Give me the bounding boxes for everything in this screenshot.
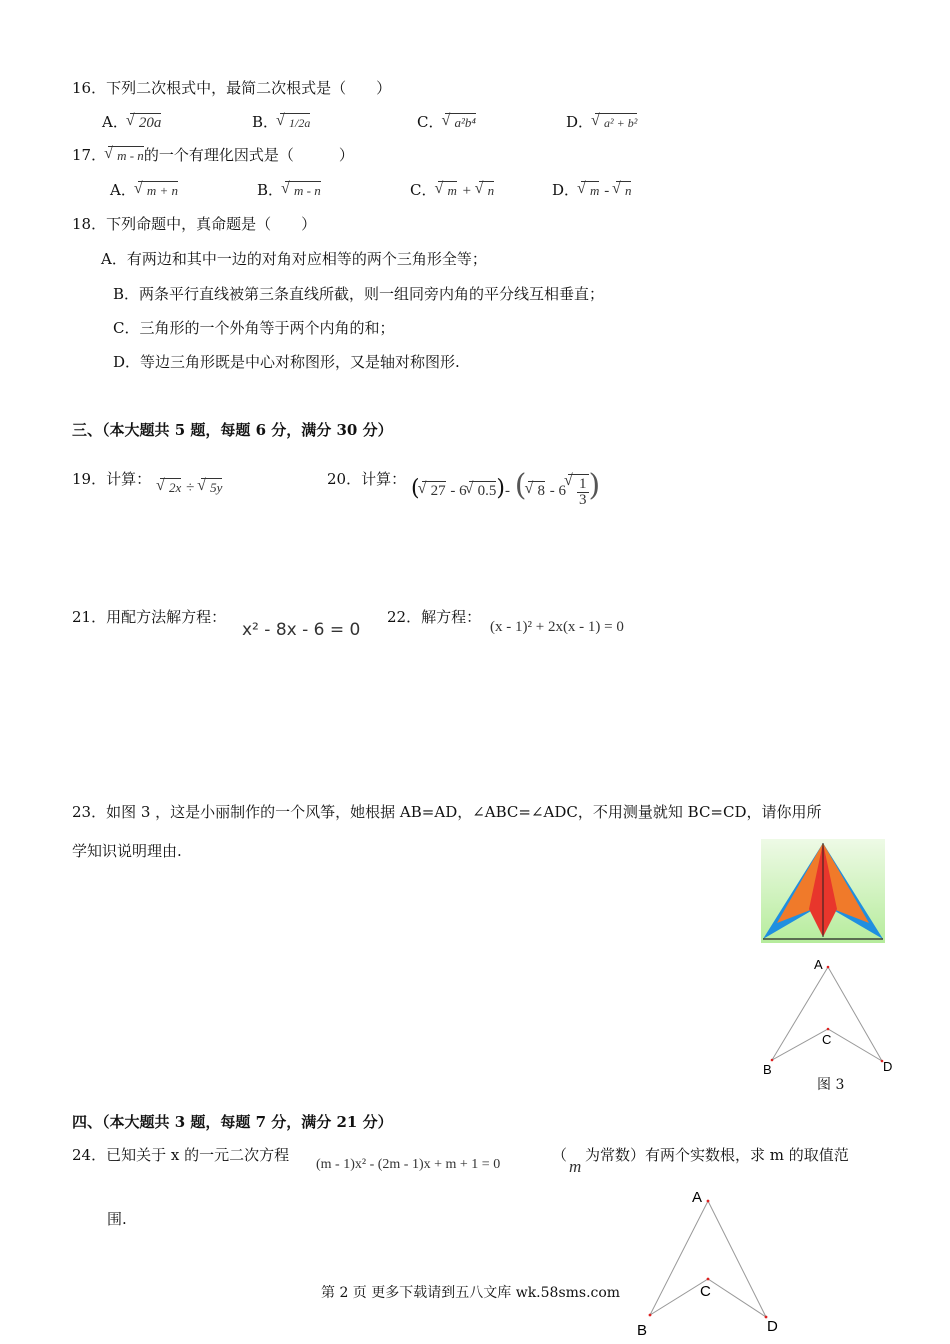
section-3-heading: 三、（本大题共 5 题，每题 6 分，满分 30 分） xyxy=(72,421,393,439)
q17-stem: 17．√ m - n的一个有理化因式是（ ） xyxy=(72,144,354,165)
q16-option-d: D．√ a² + b² xyxy=(566,111,637,132)
q19-stem: 19．计算： xyxy=(72,470,152,488)
point-b-label: B xyxy=(763,1062,772,1077)
q17-option-a: A．√ m + n xyxy=(110,179,178,200)
q17-option-d: D．√ m - √ n xyxy=(552,179,631,200)
q24-paren: （ xyxy=(552,1146,568,1164)
q18-option-b: B．两条平行直线被第三条直线所截，则一组同旁内角的平分线互相垂直； xyxy=(113,285,605,303)
q22-stem: 22．解方程： xyxy=(387,608,482,626)
q18-option-c: C．三角形的一个外角等于两个内角的和； xyxy=(113,319,395,337)
q24-point-b-dot xyxy=(649,1314,652,1317)
point-b-dot xyxy=(771,1059,774,1062)
q16-option-b: B．√ 1/2a xyxy=(252,111,310,132)
q18-stem: 18．下列命题中，真命题是（ ） xyxy=(72,215,317,233)
q20-expression: (√ 27 - 6√ 0.5)- (√ 8 - 6 √ $\frac{1}{3}$ ) xyxy=(411,468,600,508)
q24-point-c-dot xyxy=(707,1278,710,1281)
q24-point-c-label: C xyxy=(700,1283,711,1300)
figure-3-diagram xyxy=(758,955,908,1080)
point-a-dot xyxy=(827,966,830,969)
q24-stem-end: 为常数）有两个实数根，求 m 的取值范 xyxy=(585,1146,849,1164)
q18-option-a: A．有两边和其中一边的对角对应相等的两个三角形全等； xyxy=(101,250,487,268)
q19-expression: √ 2x ÷ √ 5y xyxy=(158,478,222,497)
q24-point-d-label: D xyxy=(767,1318,778,1335)
q21-stem: 21．用配方法解方程： xyxy=(72,608,227,626)
kite-photo xyxy=(761,839,885,943)
q16-stem: 16．下列二次根式中，最简二次根式是（ ） xyxy=(72,79,392,97)
q24-point-b-label: B xyxy=(637,1322,648,1339)
q16-option-a: A．√ 20a xyxy=(102,111,161,132)
figure-3-caption: 图 3 xyxy=(817,1077,845,1093)
q17-option-b: B．√ m - n xyxy=(257,179,321,200)
q16-option-c: C．√ a²b⁴ xyxy=(417,111,476,132)
q24-point-a-dot xyxy=(707,1200,710,1203)
point-c-dot xyxy=(827,1028,830,1031)
q24-point-a-label: A xyxy=(692,1189,703,1206)
q17-option-c: C．√ m + √ n xyxy=(410,179,494,200)
point-a-label: A xyxy=(814,957,823,972)
q24-equation: (m - 1)x² - (2m - 1)x + m + 1 = 0 xyxy=(316,1157,501,1172)
q18-option-d: D．等边三角形既是中心对称图形，又是轴对称图形. xyxy=(113,353,460,371)
q23-line2: 学知识说明理由. xyxy=(72,842,182,860)
q22-equation: (x - 1)² + 2x(x - 1) = 0 xyxy=(490,619,624,635)
q24-m-variable: m xyxy=(569,1157,582,1176)
point-c-label: C xyxy=(822,1032,832,1047)
q20-stem: 20．计算： xyxy=(327,470,407,488)
q21-equation: x² - 8x - 6 = 0 xyxy=(242,620,361,640)
page-footer: 第 2 页 更多下载请到五八文库 wk.58sms.com xyxy=(321,1285,621,1301)
q24-triangle-diagram xyxy=(630,1185,790,1340)
section-4-heading: 四、（本大题共 3 题，每题 7 分，满分 21 分） xyxy=(72,1113,393,1131)
q23-line1: 23．如图 3 ，这是小丽制作的一个风筝，她根据 AB=AD，∠ABC=∠ADC，不用测量就知 BC=CD，请你用所 xyxy=(72,803,822,821)
q24-line2: 围. xyxy=(107,1210,127,1228)
point-d-label: D xyxy=(883,1059,893,1074)
q24-stem-start: 24．已知关于 x 的一元二次方程 xyxy=(72,1146,290,1164)
